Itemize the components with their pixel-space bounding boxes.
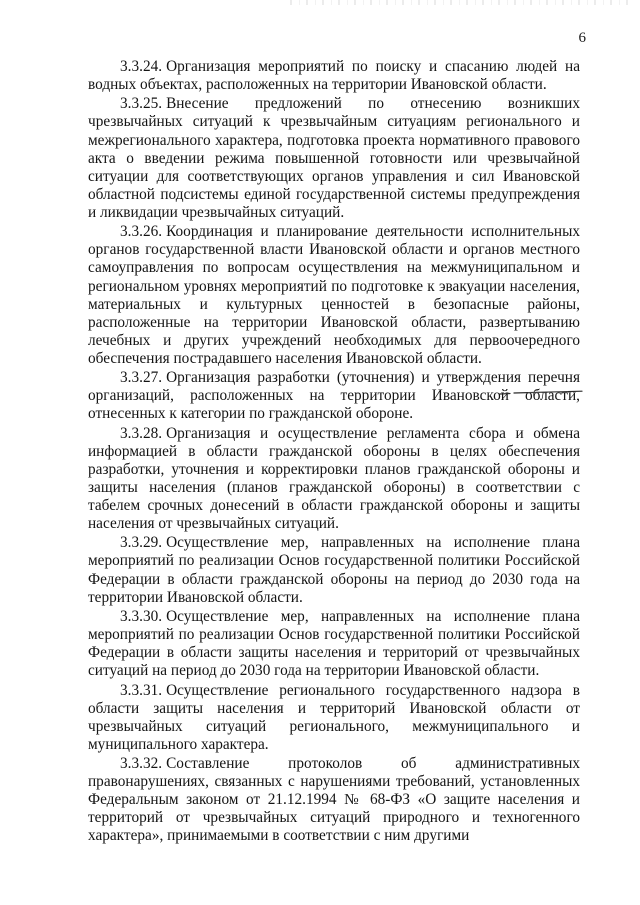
paragraph-3-3-26 (88, 223, 580, 368)
paragraph-3-3-24 (88, 58, 580, 94)
paragraph-3-3-31 (88, 682, 580, 754)
clause-number: 3.3.28. (120, 424, 163, 442)
clause-text: Осуществление мер, направленных на исполнение плана мероприятий по реализации Основ государственной политики Российской Федерации в области гражданской обороны на период до 2030 года на территории Ивановской области. (88, 534, 580, 606)
handwritten-line-mark (498, 388, 584, 396)
paragraph-3-3-25 (88, 95, 580, 222)
paragraph-3-3-27 (88, 369, 580, 423)
clause-number: 3.3.29. (120, 534, 163, 552)
page-number: 6 (578, 30, 586, 46)
clause-number: 3.3.24. (120, 58, 163, 75)
scan-artifact (290, 0, 635, 5)
clause-text: Внесение предложений по отнесению возникших чрезвычайных ситуаций к чрезвычайным ситуациям регионального и межрегионального характера, подготовка проекта нормативного правового акта о введении режима повышенной готовности или чрезвычайной ситуации для соответствующих органов управления и сил Ивановской областной подсистемы единой государственной системы предупреждения и ликвидации чрезвычайных ситуаций. (88, 95, 580, 221)
clause-text: Координация и планирование деятельности исполнительных органов государственной власти Ивановской области и органов местного самоуправления по вопросам осуществления на межмуниципальном и региональном уровнях мероприятий по подготовке к эвакуации населения, материальных и культурных ценностей в безопасные районы, расположенные на территории Ивановской области, развертыванию лечебных и других учреждений необходимых для первоочередного обеспечения пострадавшего населения Ивановской области. (88, 223, 580, 367)
clause-number: 3.3.25. (120, 95, 163, 113)
clause-text: Организация и осуществление регламента сбора и обмена информацией в области гражданской обороны в целях обеспечения разработки, уточнения и корректировки планов гражданской обороны и защиты населения (планов гражданской обороны) в соответствии с табелем срочных донесений в области гражданской обороны и защиты населения от чрезвычайных ситуаций. (88, 424, 580, 533)
paragraph-3-3-32 (88, 755, 580, 845)
clause-text: Организация мероприятий по поиску и спасанию людей на водных объектах, расположенных на территории Ивановской области. (88, 58, 580, 94)
clause-number: 3.3.27. (120, 369, 163, 387)
clause-number: 3.3.26. (120, 223, 163, 241)
document-body (88, 58, 580, 847)
paragraph-3-3-30 (88, 608, 580, 680)
paragraph-3-3-28 (88, 425, 580, 534)
clause-text: Составление протоколов об административных правонарушениях, связанных с нарушениями требований, установленных Федеральным законом от 21.12.1994 № 68-ФЗ «О защите населения и территорий от чрезвычайных ситуаций природного и техногенного характера», принимаемыми в соответствии с ним другими (88, 755, 580, 845)
clause-text: Организация разработки (уточнения) и утверждения перечня организаций, расположенных на территории Ивановской области, отнесенных к категории по гражданской обороне. (88, 369, 580, 423)
clause-text: Осуществление мер, направленных на исполнение плана мероприятий по реализации Основ государственной политики Российской Федерации в области защиты населения и территорий от чрезвычайных ситуаций на период до 2030 года на территории Ивановской области. (88, 607, 580, 680)
paragraph-3-3-29 (88, 534, 580, 606)
clause-text: Осуществление регионального государственного надзора в области защиты населения и территорий Ивановской области от чрезвычайных ситуаций регионального, межмуниципального и муниципального характера. (88, 681, 580, 753)
clause-number: 3.3.31. (120, 681, 163, 699)
clause-number: 3.3.30. (120, 607, 163, 625)
clause-number: 3.3.32. (120, 755, 163, 773)
